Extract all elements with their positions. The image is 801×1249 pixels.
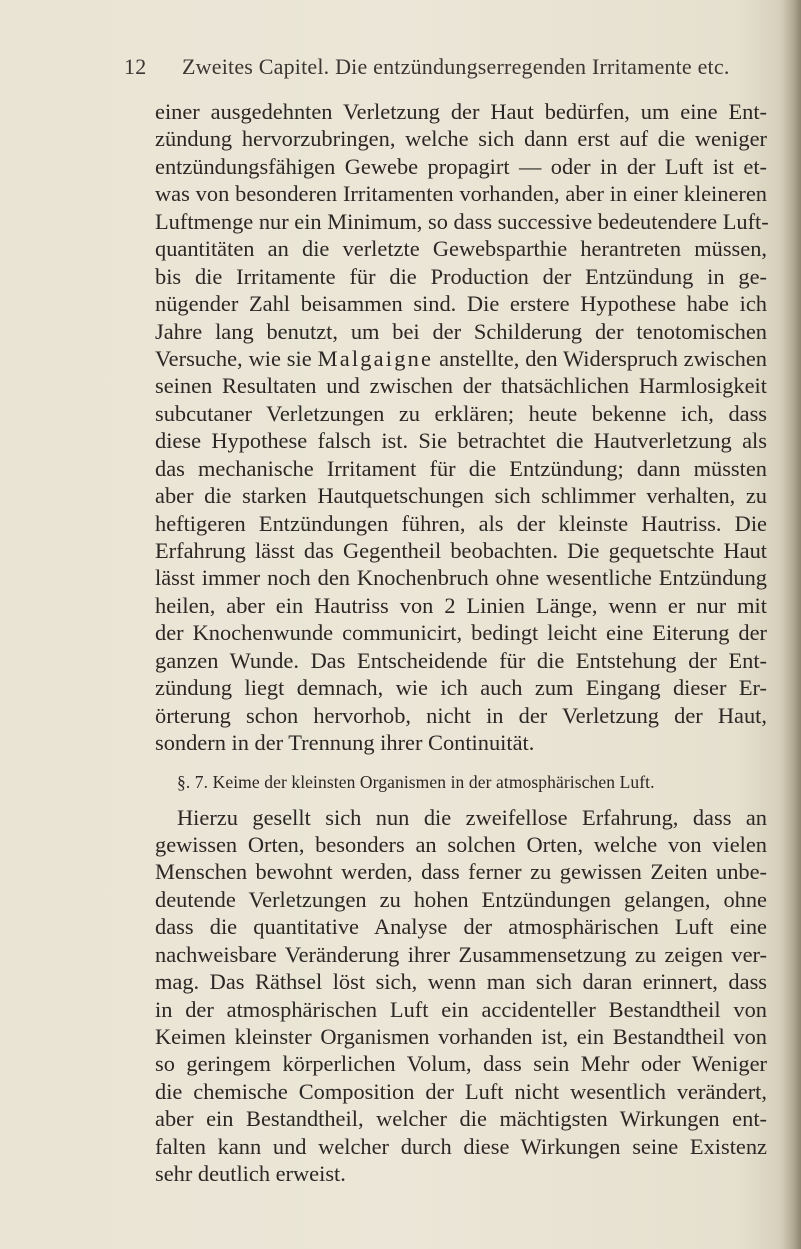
text-line: nügender Zahl beisammen sind. Die erstere Hypothese habe ich [155,291,767,317]
text-line: lässt immer noch den Knochenbruch ohne wesentliche Entzündung [155,565,767,591]
text-line: zündung liegt demnach, wie ich auch zum Eingang dieser Er- [155,675,767,701]
text-line: sondern in der Trennung ihrer Continuität. [155,730,535,756]
text-line: zündung hervorzubringen, welche sich dann erst auf die weniger [155,126,767,152]
text-line: mag. Das Räthsel löst sich, wenn man sich daran erinnert, dass [155,969,767,995]
text-line: Hierzu gesellt sich nun die zweifellose Erfahrung, dass an [177,804,767,830]
text-line-with-name [155,345,767,372]
text-line: Luftmenge nur ein Minimum, so dass successive bedeutendere Luft- [155,208,769,234]
text-line: die chemische Composition der Luft nicht wesentlich verändert, [155,1078,767,1104]
text-line: was von besonderen Irritamenten vorhanden, aber in einer kleineren [155,181,767,207]
text-line: quantitäten an die verletzte Gewebsparthie herantreten müssen, [155,236,767,262]
text-line: dass die quantitative Analyse der atmosphärischen Luft eine [155,914,767,940]
text-line: einer ausgedehnten Verletzung der Haut bedürfen, um eine Ent- [155,99,767,124]
paragraph-2 [155,804,767,1188]
text-line: aber die starken Hautquetschungen sich schlimmer verhalten, zu [155,483,767,509]
text-line: nachweisbare Veränderung ihrer Zusammensetzung zu zeigen ver- [155,941,767,967]
text-line: deutende Verletzungen zu hohen Entzündungen gelangen, ohne [155,886,767,912]
page-header [124,54,730,84]
text-line: Erfahrung lässt das Gegentheil beobachten. Die gequetschte Haut [155,538,767,563]
text-line: der Knochenwunde communicirt, bedingt leicht eine Eiterung der [155,620,767,646]
text-line: seinen Resultaten und zwischen der thatsächlichen Harmlosigkeit [155,373,767,399]
paragraph-1 [155,98,767,757]
text-line: örterung schon hervorhob, nicht in der Verletzung der Haut, [155,702,767,728]
text-line: so geringem körperlichen Volum, dass sein Mehr oder Weniger [155,1051,767,1077]
text-line: heftigeren Entzündungen führen, als der kleinste Hautriss. Die [155,510,767,536]
body-text [155,98,767,1188]
text-line: heilen, aber ein Hautriss von 2 Linien Länge, wenn er nur mit [155,592,767,618]
page-edge-shadow [783,0,801,1249]
text-line: aber ein Bestandtheil, welcher die mächtigsten Wirkungen ent- [155,1106,767,1132]
text-line: bis die Irritamente für die Production der Entzündung in ge- [155,263,767,289]
text-line: Jahre lang benutzt, um bei der Schilderung der tenotomischen [155,318,767,344]
text-line: sehr deutlich erweist. [155,1161,346,1187]
section-heading: §. 7. Keime der kleinsten Organismen in der atmosphärischen Luft. [177,771,655,792]
running-title: Zweites Capitel. Die entzündungserregenden Irritamente etc. [182,54,730,79]
text-line: ganzen Wunde. Das Entscheidende für die Entstehung der Ent- [155,647,767,673]
text-line: entzündungsfähigen Gewebe propagirt — oder in der Luft ist et- [155,153,767,179]
text-segment: anstellte, den Widerspruch zwischen [439,345,767,371]
text-line: das mechanische Irritament für die Entzündung; dann müssten [155,455,767,481]
text-line: falten kann und welcher durch diese Wirkungen seine Existenz [155,1133,767,1159]
page-number: 12 [124,54,147,79]
text-line: subcutaner Verletzungen zu erklären; heute bekenne ich, dass [155,400,767,426]
text-line: gewissen Orten, besonders an solchen Orten, welche von vielen [155,831,767,857]
text-line: in der atmosphärischen Luft ein accidenteller Bestandtheil von [155,996,767,1022]
text-line: Menschen bewohnt werden, dass ferner zu gewissen Zeiten unbe- [155,859,767,885]
text-segment: Versuche, wie sie [155,345,312,371]
author-name-malgaigne: Malgaigne [317,345,434,371]
text-line: Keimen kleinster Organismen vorhanden ist, ein Bestandtheil von [155,1024,767,1049]
text-line: diese Hypothese falsch ist. Sie betrachtet die Hautverletzung als [155,428,767,454]
